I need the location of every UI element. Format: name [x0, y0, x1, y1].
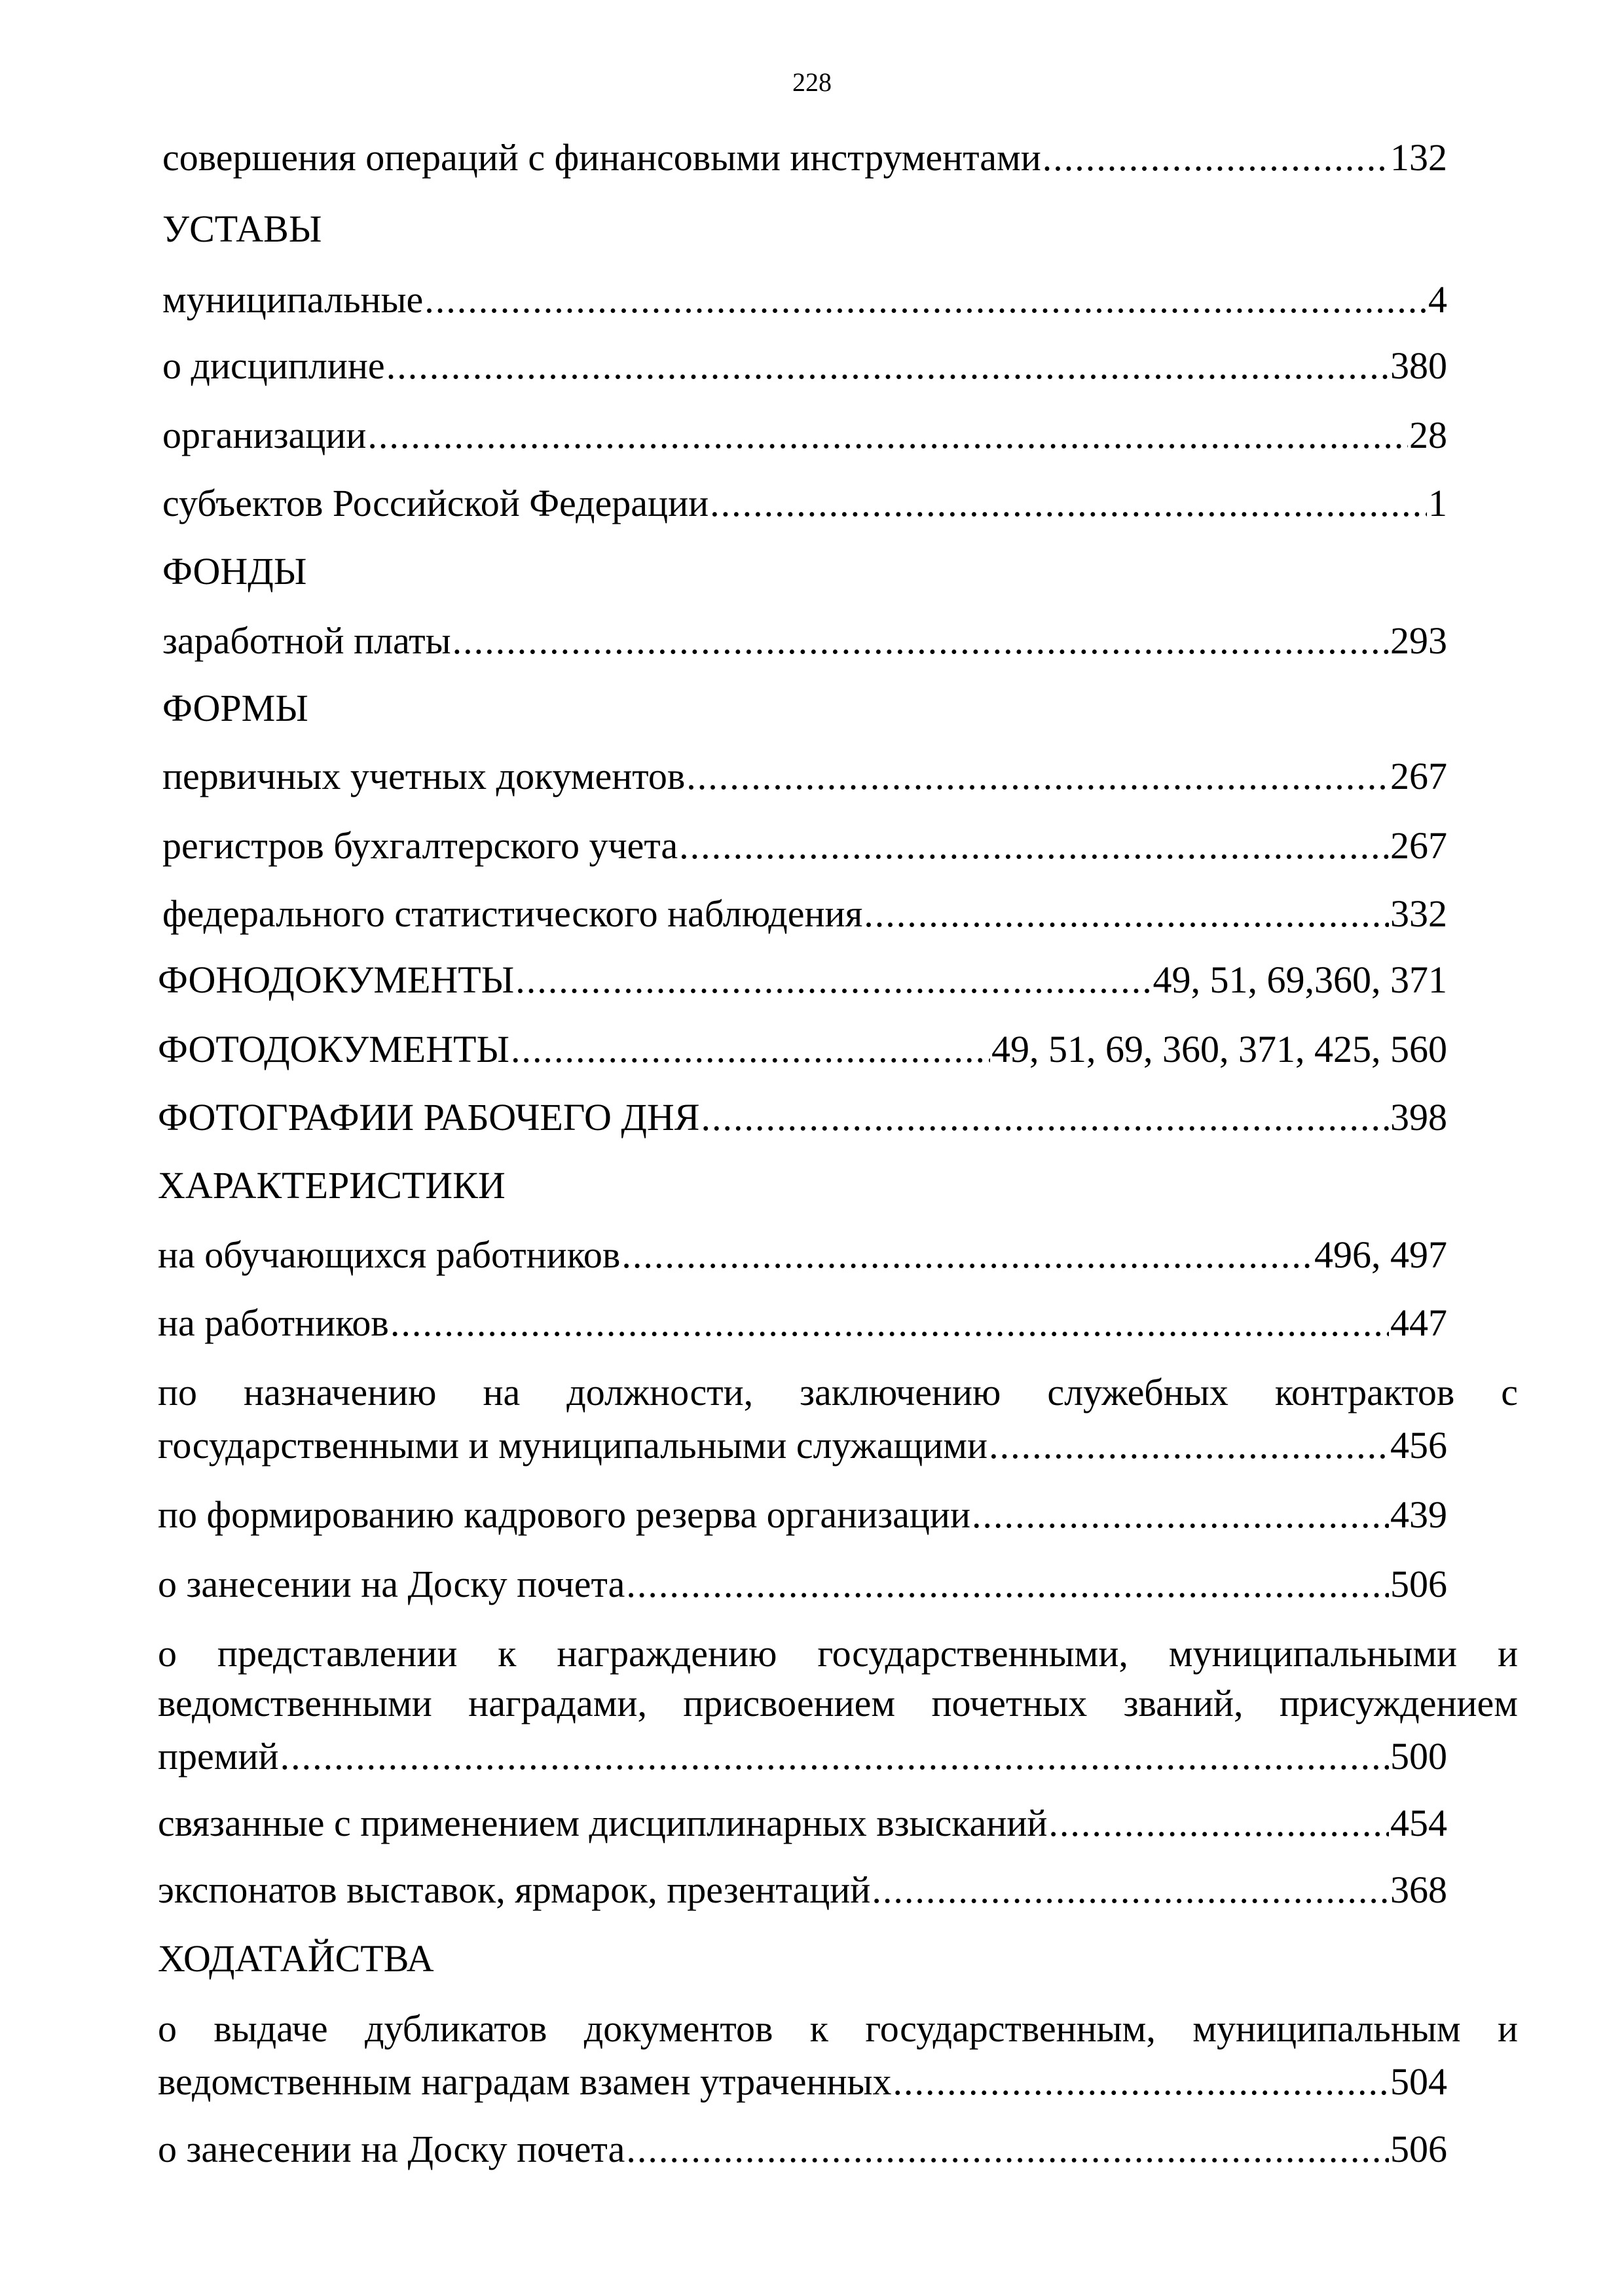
index-entry — [162, 412, 1447, 459]
entry-text: заработной платы — [162, 619, 451, 662]
entry-text: ФОТОГРАФИИ РАБОЧЕГО ДНЯ — [158, 1096, 700, 1139]
entry-text: экспонатов выставок, ярмарок, презентаций — [158, 1868, 871, 1911]
entry-pages: 49, 51, 69,360, 371 — [1153, 958, 1447, 1001]
entry-text: ФОНОДОКУМЕНТЫ — [158, 958, 515, 1001]
entry-pages: 496, 497 — [1314, 1233, 1447, 1276]
entry-text: на обучающихся работников — [158, 1233, 621, 1276]
dot-leader — [989, 1422, 1389, 1469]
entry-pages: 456 — [1390, 1424, 1447, 1467]
index-entry — [162, 822, 1447, 869]
index-entry — [162, 480, 1447, 527]
dot-leader — [1048, 1800, 1389, 1847]
dot-leader — [367, 412, 1408, 459]
index-entry — [158, 1733, 1447, 1780]
dot-leader — [686, 753, 1389, 800]
entry-pages: 293 — [1390, 619, 1447, 662]
entry-pages: 506 — [1390, 2128, 1447, 2170]
index-heading: ХОДАТАЙСТВА — [158, 1937, 434, 1980]
entry-text: федерального статистического наблюдения — [162, 892, 863, 935]
dot-leader — [515, 957, 1151, 1004]
index-entry — [158, 1561, 1447, 1608]
entry-pages: 28 — [1409, 414, 1447, 456]
index-entry — [158, 1094, 1447, 1141]
index-entry — [162, 276, 1447, 323]
dot-leader — [390, 1300, 1389, 1347]
index-entry — [162, 134, 1447, 181]
entry-pages: 4 — [1428, 278, 1447, 321]
dot-leader — [511, 1026, 990, 1073]
entry-text: совершения операций с финансовыми инструментами — [162, 136, 1041, 179]
index-entry — [162, 753, 1447, 800]
entry-text: премий — [158, 1735, 279, 1777]
entry-pages: 332 — [1390, 892, 1447, 935]
dot-leader — [386, 342, 1389, 390]
entry-pages: 500 — [1390, 1735, 1447, 1777]
entry-line: по назначению на должности, заключению служебных контрактов с — [158, 1371, 1518, 1413]
dot-leader — [972, 1491, 1389, 1539]
index-entry — [158, 1800, 1447, 1847]
entry-text: первичных учетных документов — [162, 755, 686, 797]
entry-pages: 368 — [1390, 1868, 1447, 1911]
dot-leader — [626, 1561, 1389, 1608]
dot-leader — [424, 276, 1427, 323]
index-entry — [158, 1231, 1447, 1279]
entry-pages: 49, 51, 69, 360, 371, 425, 560 — [991, 1028, 1447, 1070]
entry-pages: 504 — [1390, 2060, 1447, 2103]
entry-line: о выдаче дубликатов документов к государственным, муниципальным и — [158, 2007, 1518, 2050]
entry-pages: 1 — [1428, 482, 1447, 524]
entry-text: субъектов Российской Федерации — [162, 482, 709, 524]
entry-text: ФОТОДОКУМЕНТЫ — [158, 1028, 510, 1070]
entry-pages: 380 — [1390, 344, 1447, 387]
index-entry — [162, 342, 1447, 390]
entry-text: ведомственным наградам взамен утраченных — [158, 2060, 892, 2103]
index-entry — [162, 890, 1447, 938]
entry-line: ведомственными наградами, присвоением почетных званий, присуждением — [158, 1682, 1518, 1724]
entry-text: по формированию кадрового резерва организации — [158, 1493, 970, 1536]
index-heading: ФОНДЫ — [162, 550, 307, 592]
dot-leader — [626, 2126, 1389, 2173]
dot-leader — [710, 480, 1427, 527]
entry-text: о занесении на Доску почета — [158, 1563, 625, 1605]
entry-pages: 132 — [1390, 136, 1447, 179]
dot-leader — [679, 822, 1389, 869]
index-entry — [162, 617, 1447, 665]
dot-leader — [1043, 134, 1389, 181]
index-heading: ХАРАКТЕРИСТИКИ — [158, 1164, 506, 1207]
index-entry — [158, 957, 1447, 1004]
entry-pages: 398 — [1390, 1096, 1447, 1139]
index-heading: ФОРМЫ — [162, 687, 308, 729]
page-number: 228 — [792, 67, 832, 97]
entry-text: государственными и муниципальными служащими — [158, 1424, 988, 1467]
entry-text: о занесении на Доску почета — [158, 2128, 625, 2170]
index-entry — [158, 2058, 1447, 2105]
dot-leader — [621, 1231, 1313, 1279]
entry-line: о представлении к награждению государственными, муниципальными и — [158, 1632, 1518, 1675]
index-entry — [158, 2126, 1447, 2173]
dot-leader — [864, 890, 1389, 938]
dot-leader — [452, 617, 1389, 665]
dot-leader — [893, 2058, 1390, 2105]
entry-text: о дисциплине — [162, 344, 385, 387]
entry-pages: 439 — [1390, 1493, 1447, 1536]
entry-pages: 267 — [1390, 755, 1447, 797]
index-entry — [158, 1867, 1447, 1914]
entry-text: связанные с применением дисциплинарных взысканий — [158, 1802, 1048, 1844]
index-entry — [158, 1026, 1447, 1073]
entry-pages: 506 — [1390, 1563, 1447, 1605]
index-entry — [158, 1422, 1447, 1469]
entry-pages: 447 — [1390, 1302, 1447, 1344]
index-entry — [158, 1491, 1447, 1539]
entry-text: организации — [162, 414, 367, 456]
entry-pages: 454 — [1390, 1802, 1447, 1844]
dot-leader — [872, 1867, 1389, 1914]
entry-pages: 267 — [1390, 824, 1447, 867]
entry-text: на работников — [158, 1302, 389, 1344]
entry-text: регистров бухгалтерского учета — [162, 824, 678, 867]
entry-text: муниципальные — [162, 278, 424, 321]
dot-leader — [701, 1094, 1389, 1141]
dot-leader — [280, 1733, 1389, 1780]
index-heading: УСТАВЫ — [162, 208, 322, 250]
index-entry — [158, 1300, 1447, 1347]
